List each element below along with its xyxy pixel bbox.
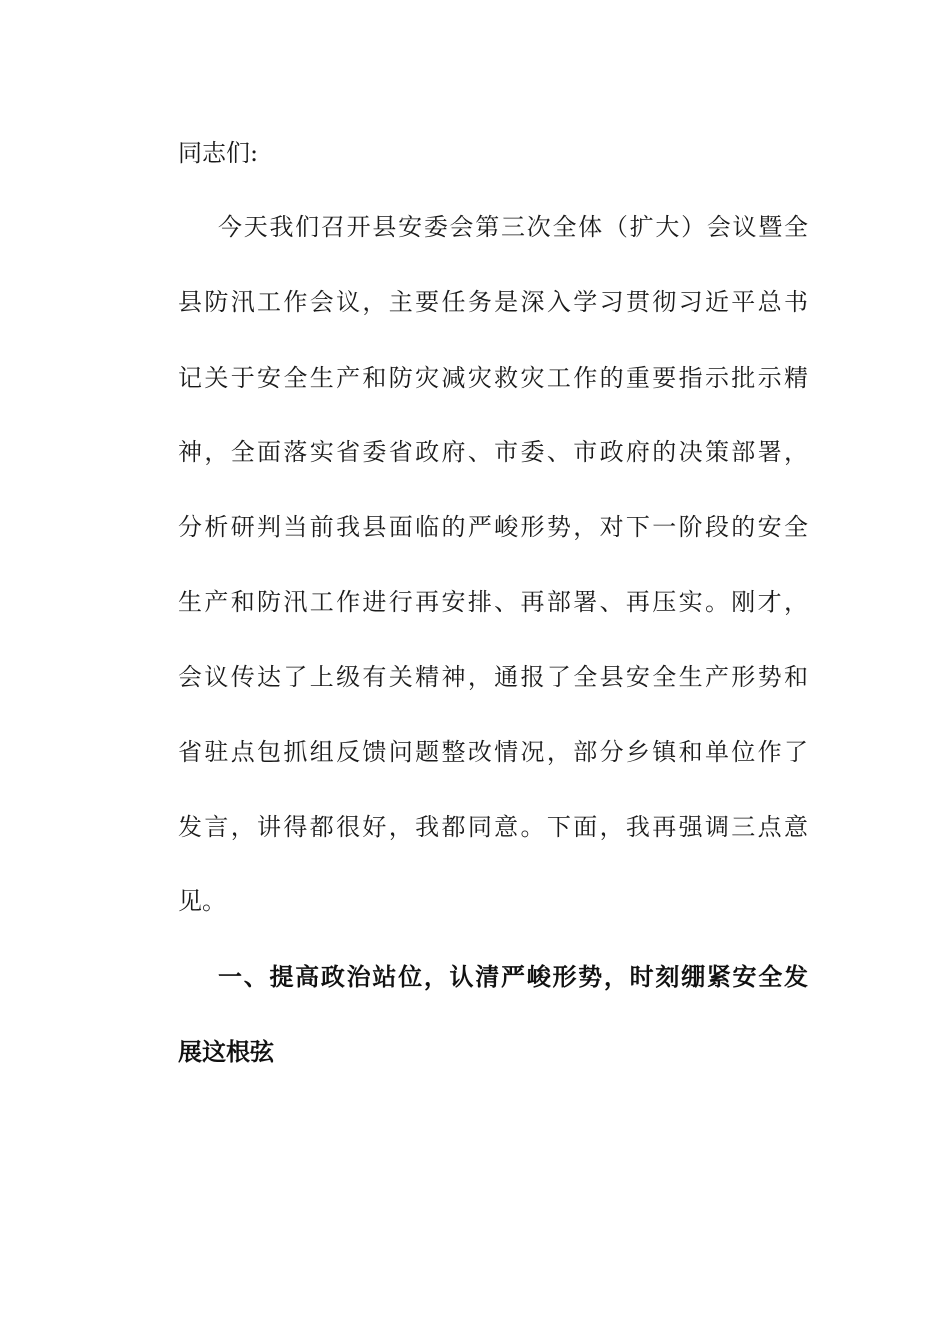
paragraph-line: 神，全面落实省委省政府、市委、市政府的决策部署， <box>178 438 808 466</box>
paragraph-line: 发言，讲得都很好，我都同意。下面，我再强调三点意 <box>178 813 808 841</box>
paragraph-line: 生产和防汛工作进行再安排、再部署、再压实。刚才， <box>178 588 808 616</box>
section-heading-line: 一、提高政治站位，认清严峻形势，时刻绷紧安全发 <box>218 962 808 991</box>
salutation: 同志们: <box>178 139 259 167</box>
paragraph-line: 今天我们召开县安委会第三次全体（扩大）会议暨全 <box>218 213 808 241</box>
section-heading-line: 展这根弦 <box>178 1037 274 1066</box>
paragraph-line: 记关于安全生产和防灾减灾救灾工作的重要指示批示精 <box>178 364 808 392</box>
paragraph-line: 会议传达了上级有关精神，通报了全县安全生产形势和 <box>178 663 808 691</box>
paragraph-line: 见。 <box>178 887 226 915</box>
paragraph-line: 分析研判当前我县面临的严峻形势，对下一阶段的安全 <box>178 513 808 541</box>
paragraph-line: 县防汛工作会议，主要任务是深入学习贯彻习近平总书 <box>178 288 808 316</box>
paragraph-line: 省驻点包抓组反馈问题整改情况，部分乡镇和单位作了 <box>178 738 808 766</box>
